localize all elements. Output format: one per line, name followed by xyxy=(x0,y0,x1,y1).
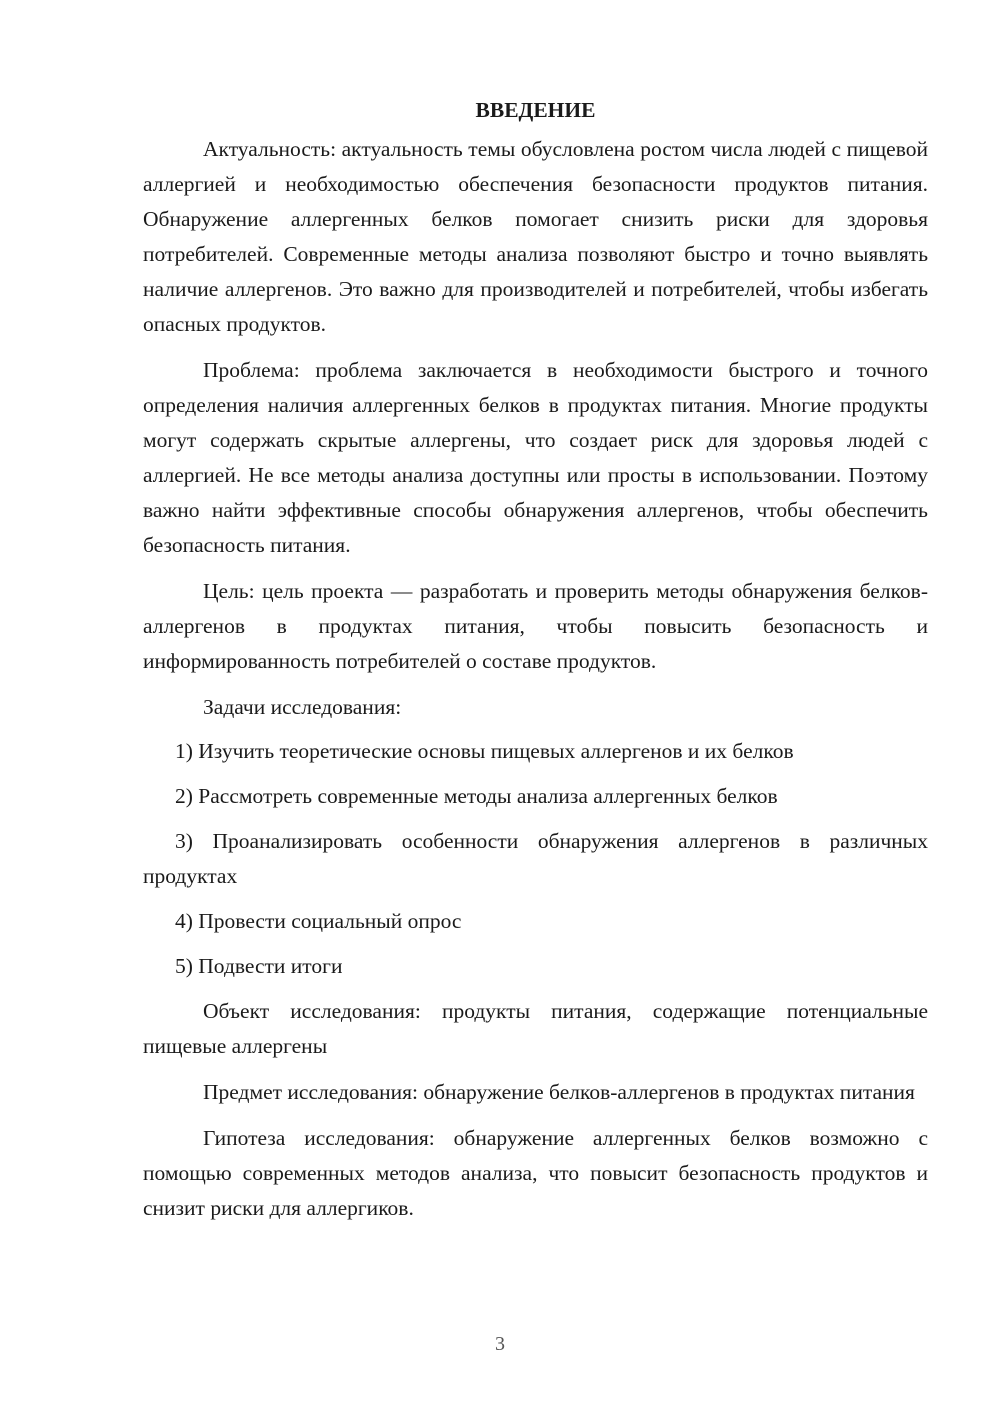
paragraph-problem: Проблема: проблема заключается в необходимости быстрого и точного определения наличия аллергенных белков в продуктах питания. Многие продукты могут содержать скрытые аллергены, что создает риск для здоровья людей с аллергией. Не все методы анализа доступны или просты в использовании. Поэтому важно найти эффективные способы обнаружения аллергенов, чтобы обеспечить безопасность питания. xyxy=(143,358,928,557)
page-number: 3 xyxy=(495,1333,505,1355)
task-item: 1) Изучить теоретические основы пищевых аллергенов и их белков xyxy=(175,739,794,763)
task-item: 3) Проанализировать особенности обнаружения аллергенов в различных продуктах xyxy=(143,829,928,888)
paragraph-goal: Цель: цель проекта — разработать и проверить методы обнаружения белков-аллергенов в продуктах питания, чтобы повысить безопасность и информированность потребителей о составе продуктов. xyxy=(143,579,928,673)
section-title: ВВЕДЕНИЕ xyxy=(475,98,596,122)
paragraph-hypothesis: Гипотеза исследования: обнаружение аллергенных белков возможно с помощью современных методов анализа, что повысит безопасность продуктов и снизит риски для аллергиков. xyxy=(143,1126,928,1220)
document-page xyxy=(143,92,928,1237)
task-item: 5) Подвести итоги xyxy=(175,954,343,978)
paragraph-object: Объект исследования: продукты питания, содержащие потенциальные пищевые аллергены xyxy=(143,999,928,1058)
paragraph-relevance: Актуальность: актуальность темы обусловлена ростом числа людей с пищевой аллергией и необходимостью обеспечения безопасности продуктов питания. Обнаружение аллергенных белков помогает снизить риски для здоровья потребителей. Современные методы анализа позволяют быстро и точно выявлять наличие аллергенов. Это важно для производителей и потребителей, чтобы избегать опасных продуктов. xyxy=(143,137,928,336)
task-item: 4) Провести социальный опрос xyxy=(175,909,462,933)
task-item: 2) Рассмотреть современные методы анализа аллергенных белков xyxy=(175,784,778,808)
paragraph-subject: Предмет исследования: обнаружение белков-аллергенов в продуктах питания xyxy=(203,1080,915,1104)
tasks-heading: Задачи исследования: xyxy=(203,695,402,719)
